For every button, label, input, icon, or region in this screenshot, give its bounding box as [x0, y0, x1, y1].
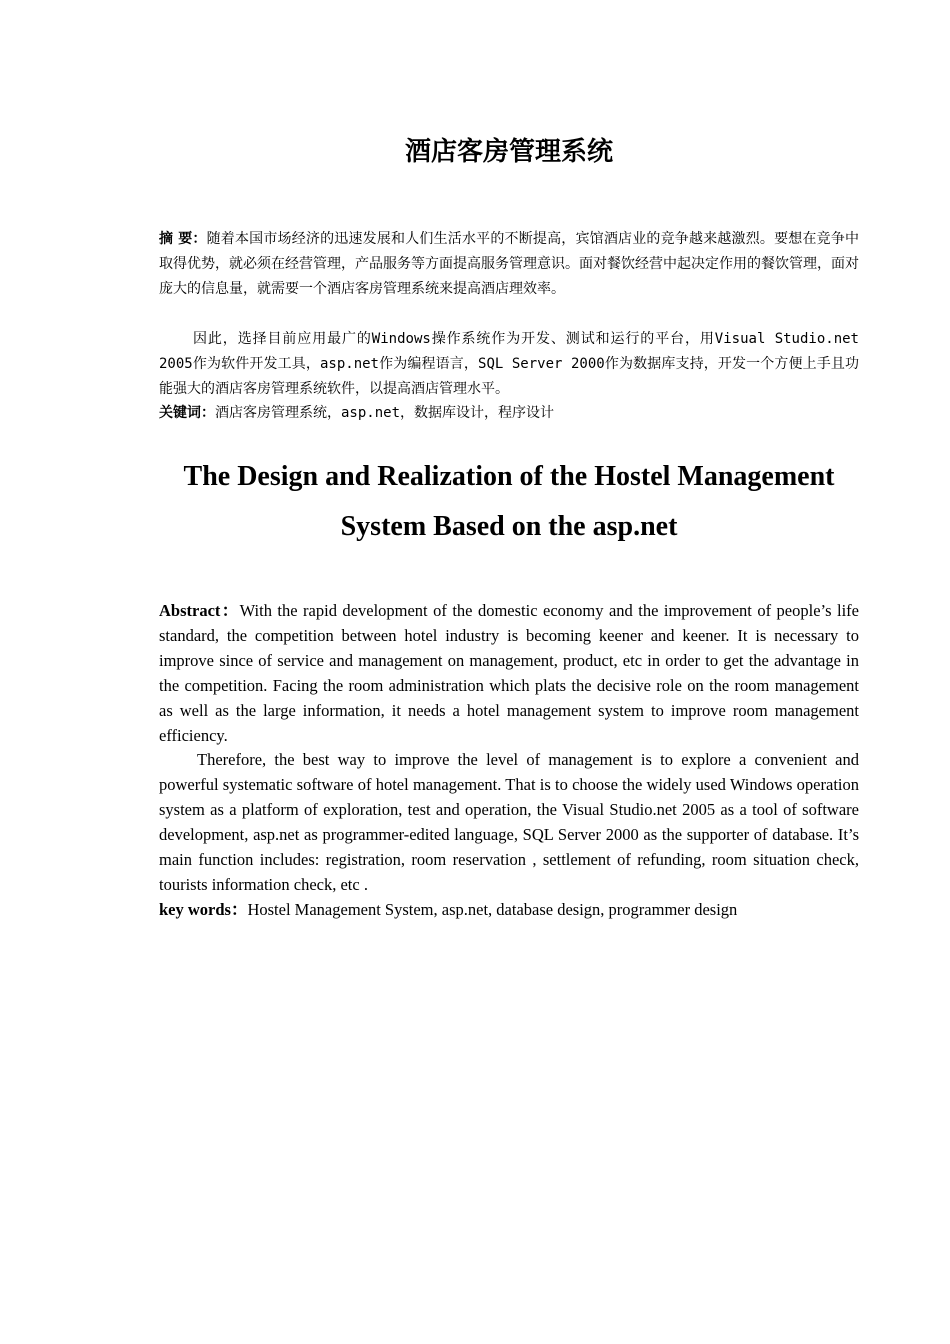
english-paragraph-2 — [159, 747, 859, 897]
english-abstract-label: Abstract： — [159, 601, 240, 620]
english-title: The Design and Realization of the Hostel Management System Based on the asp.net — [183, 461, 835, 542]
english-keywords-text: Hostel Management System, asp.net, database design, programmer design — [247, 900, 738, 919]
english-abstract-text: With the rapid development of the domestic economy and the improvement of people’s life standard, the competition between hotel industry is becoming keener and keener. It is necessary to improve since of service and management on management, product, etc in order to get the advantage in the competition. Facing the room administration which plats the decisive role on the room management as well as the large information, it needs a hotel management system to improve room management efficiency. — [159, 601, 860, 745]
chinese-keywords — [159, 401, 859, 426]
chinese-title: 酒店客房管理系统 — [404, 137, 613, 167]
chinese-keywords-text: 酒店客房管理系统，asp.net，数据库设计，程序设计 — [215, 405, 554, 421]
english-paragraph-2-text: Therefore, the best way to improve the level of management is to explore a convenient and powerful systematic software of hotel management. That is to choose the widely used Windows operation system as a platform of exploration, test and operation, the Visual Studio.net 2005 as a tool of software development, asp.net as programmer-edited language, SQL Server 2000 as the supporter of database. It’s main function includes: registration, room reservation , settlement of refunding, room situation check, tourists information check, etc . — [159, 750, 859, 894]
chinese-paragraph-2-text: 因此，选择目前应用最广的Windows操作系统作为开发、测试和运行的平台，用Visual Studio.net 2005作为软件开发工具，asp.net作为编程语言，SQL Server 2000作为数据库支持，开发一个方便上手且功能强大的酒店客房管理系统软件，以提高酒店管理水平。 — [159, 331, 859, 397]
chinese-keywords-label: 关键词： — [159, 405, 215, 421]
english-keywords-label: key words： — [159, 900, 248, 919]
chinese-abstract — [159, 227, 859, 302]
english-abstract — [159, 598, 859, 748]
english-keywords — [159, 897, 859, 922]
chinese-abstract-label: 摘 要： — [159, 231, 207, 247]
chinese-paragraph-2 — [159, 327, 859, 402]
chinese-abstract-text: 随着本国市场经济的迅速发展和人们生活水平的不断提高，宾馆酒店业的竞争越来越激烈。要想在竞争中取得优势，就必须在经营管理，产品服务等方面提高服务管理意识。面对餐饮经营中起决定作用的餐饮管理，面对庞大的信息量，就需要一个酒店客房管理系统来提高酒店理效率。 — [159, 231, 860, 297]
